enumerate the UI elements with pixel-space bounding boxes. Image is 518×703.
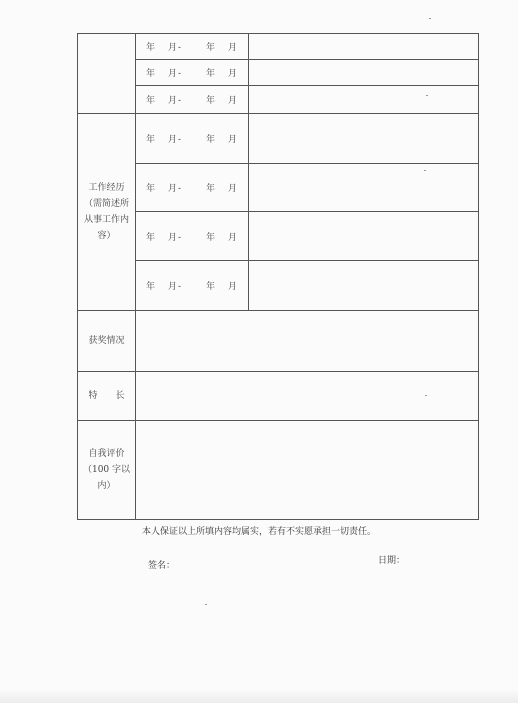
declaration-statement: 本人保证以上所填内容均属实，若有不实愿承担一切责任。 (141, 527, 376, 537)
work-detail-input-cell[interactable] (249, 114, 479, 164)
specialty-label: 特 长 (78, 372, 136, 421)
awards-label: 获奖情况 (78, 311, 136, 372)
table-row (78, 164, 479, 212)
table-row (78, 114, 479, 164)
work-experience-label: 工作经历 （需简述所 从事工作内 容） (78, 114, 136, 311)
period-cell: 年 月- 年 月 (136, 261, 249, 311)
table-row (78, 311, 479, 372)
period-cell: 年 月- 年 月 (136, 212, 249, 261)
table-row (78, 86, 479, 114)
table-row (78, 60, 479, 86)
scan-speck (425, 395, 427, 396)
specialty-input-cell[interactable] (136, 372, 479, 421)
application-form-table (77, 33, 479, 520)
table-row (78, 212, 479, 261)
self-evaluation-label: 自我评价 （100 字以 内） (78, 421, 136, 520)
previous-section-label-cell (78, 34, 136, 114)
awards-input-cell[interactable] (136, 311, 479, 372)
self-evaluation-input-cell[interactable] (136, 421, 479, 520)
period-cell: 年 月- 年 月 (136, 164, 249, 212)
work-detail-input-cell[interactable] (249, 164, 479, 212)
work-detail-input-cell[interactable] (249, 212, 479, 261)
scan-speck (426, 95, 428, 96)
period-cell: 年 月- 年 月 (136, 34, 249, 60)
work-detail-input-cell[interactable] (249, 261, 479, 311)
signature-label: 签名： (148, 561, 176, 571)
scan-speck (205, 604, 207, 605)
table-row (78, 261, 479, 311)
period-cell: 年 月- 年 月 (136, 86, 249, 114)
scan-speck (429, 18, 431, 19)
table-row (78, 34, 479, 60)
detail-input-cell[interactable] (249, 60, 479, 86)
detail-input-cell[interactable] (249, 34, 479, 60)
period-cell: 年 月- 年 月 (136, 60, 249, 86)
detail-input-cell[interactable] (249, 86, 479, 114)
date-label: 日期： (378, 556, 406, 566)
scan-bottom-shadow (0, 689, 518, 703)
table-row (78, 421, 479, 520)
period-cell: 年 月- 年 月 (136, 114, 249, 164)
table-row (78, 372, 479, 421)
scan-speck (424, 170, 426, 171)
